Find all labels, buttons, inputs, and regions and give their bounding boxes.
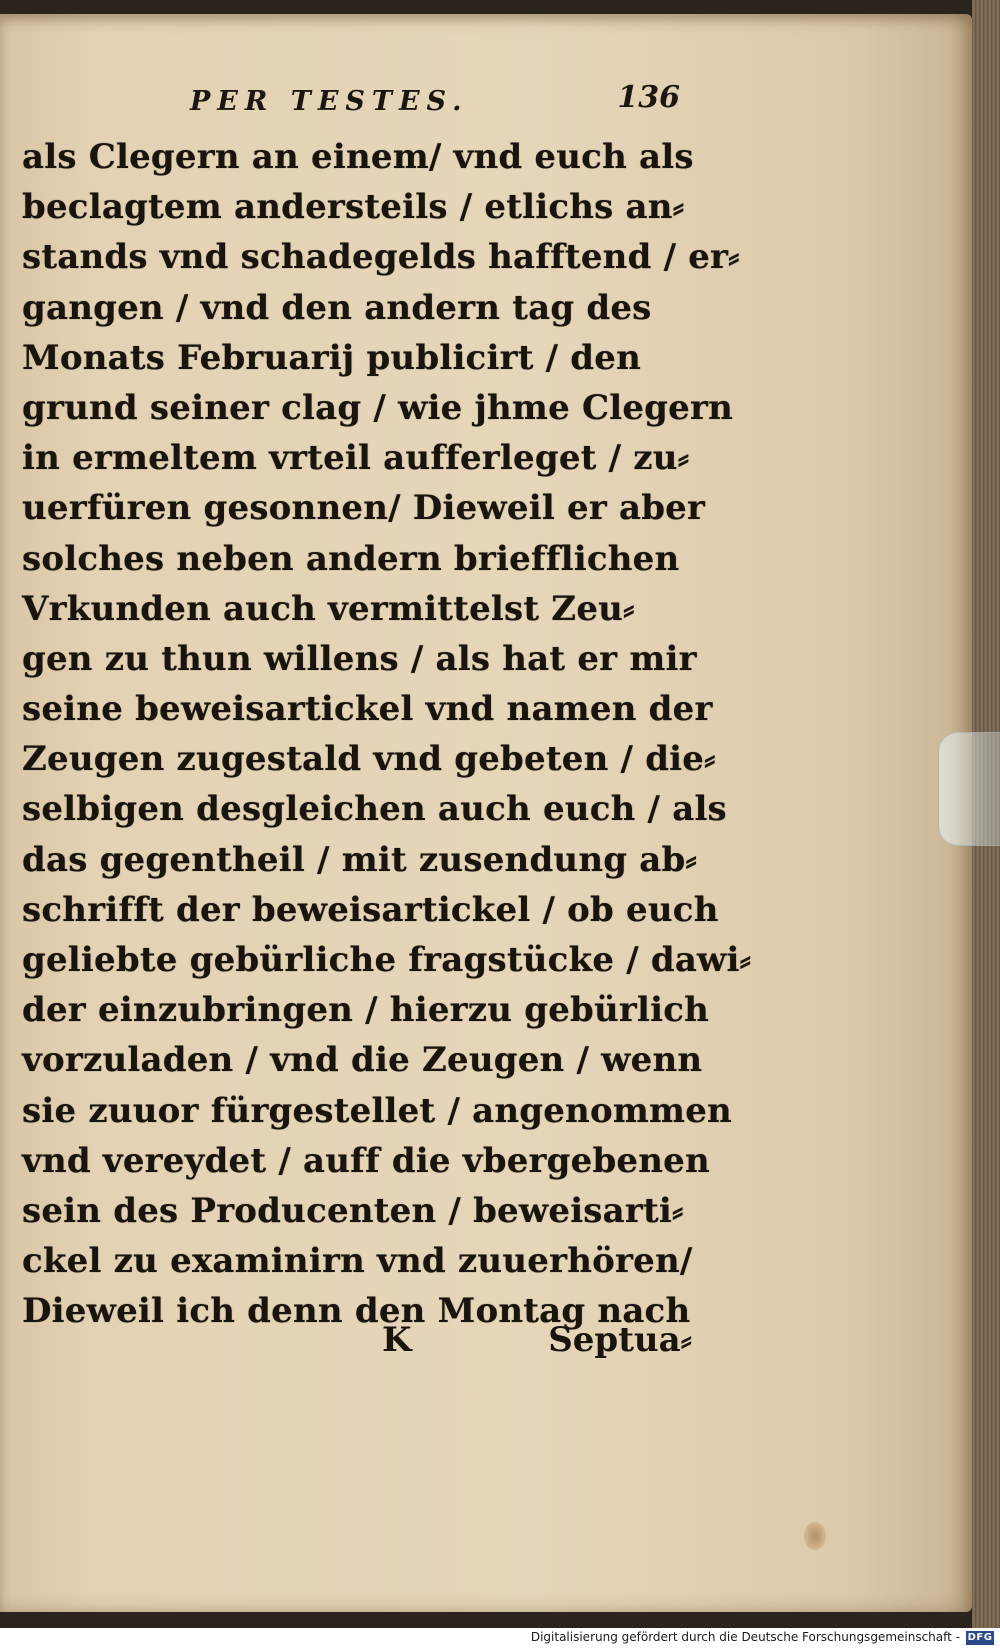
text-line: sie zuuor fürgestellet / angenommen xyxy=(22,1090,732,1131)
page-number: 136 xyxy=(617,80,680,115)
text-line: sein des Producenten / beweisarti⸗ xyxy=(22,1190,684,1231)
signature-mark: K xyxy=(382,1320,412,1360)
text-line: in ermeltem vrteil aufferleget / zu⸗ xyxy=(22,438,690,479)
text-line: geliebte gebürliche fragstücke / dawi⸗ xyxy=(22,940,752,980)
text-line: Monats Februarij publicirt / den xyxy=(22,337,642,378)
text-block xyxy=(22,132,752,1337)
text-line: gangen / vnd den andern tag des xyxy=(22,287,652,328)
text-line: schrifft der beweisartickel / ob euch xyxy=(22,889,719,930)
text-line: als Clegern an einem/ vnd euch als xyxy=(22,137,694,177)
text-line: uerfüren gesonnen/ Dieweil er aber xyxy=(22,488,706,529)
text-line: der einzubringen / hierzu gebürlich xyxy=(22,990,710,1031)
text-line: beclagtem andersteils / etlichs an⸗ xyxy=(22,187,685,228)
digitization-footer xyxy=(0,1628,1000,1648)
page-foot xyxy=(22,1320,692,1370)
text-line: das gegentheil / mit zusendung ab⸗ xyxy=(22,839,697,880)
text-line: stands vnd schadegelds hafftend / er⸗ xyxy=(22,237,740,278)
text-line: ckel zu examinirn vnd zuuerhören/ xyxy=(22,1241,693,1282)
page-header xyxy=(190,80,680,126)
text-line: gen zu thun willens / als hat er mir xyxy=(22,638,697,679)
funding-credit: Digitalisierung gefördert durch die Deutsche Forschungsgemeinschaft - xyxy=(530,1630,960,1644)
text-line: vorzuladen / vnd die Zeugen / wenn xyxy=(22,1040,703,1081)
text-line: Dieweil ich denn den Montag nach xyxy=(22,1291,691,1332)
text-line: vnd vereydet / auff die vbergebenen xyxy=(22,1140,710,1181)
text-line: Vrkunden auch vermittelst Zeu⸗ xyxy=(22,588,635,629)
page-clip xyxy=(938,732,1000,846)
running-head: PER TESTES. xyxy=(190,86,469,117)
text-line: solches neben andern briefflichen xyxy=(22,538,680,579)
catchword: Septua⸗ xyxy=(548,1320,692,1360)
text-line: selbigen desgleichen auch euch / als xyxy=(22,789,727,830)
text-line: seine beweisartickel vnd namen der xyxy=(22,689,713,730)
paper-stain xyxy=(804,1522,826,1550)
text-line: Zeugen zugestald vnd gebeten / die⸗ xyxy=(22,739,716,780)
text-line: grund seiner clag / wie jhme Clegern xyxy=(22,387,734,428)
dfg-logo: DFG xyxy=(967,1632,993,1643)
